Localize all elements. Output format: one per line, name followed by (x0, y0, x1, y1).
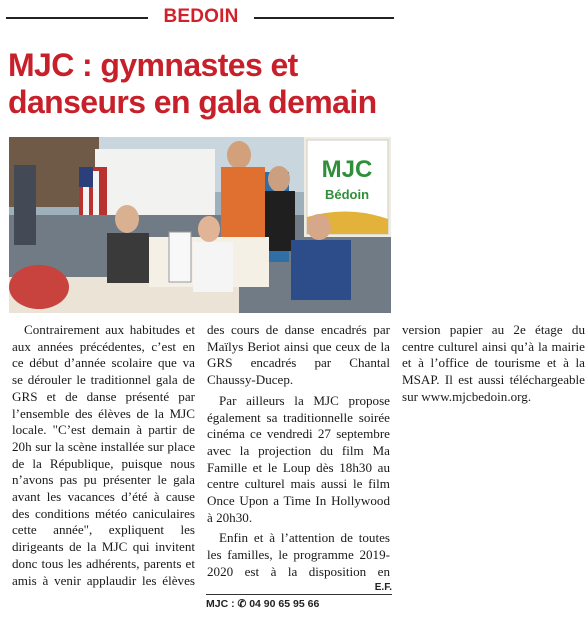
paragraph-3: Enfin et à l’attention de toutes les familles, le programme 2019-2020 est à la disposition en version papier au 2e étage du centre culturel ainsi qu’à la mairie et à l’office de tourisme et à la MSAP. Il est aussi téléchargeable sur www.mjcbedoin.org. (207, 322, 585, 579)
rubric-rule-right (254, 17, 394, 19)
headline: MJC : gymnastes et danseurs en gala demain (8, 47, 377, 120)
section-rubric (6, 6, 394, 28)
article-body (12, 322, 585, 594)
photo-sign-bedoin: Bédoin (324, 187, 370, 202)
photo-scene (9, 137, 391, 313)
section-label: BEDOIN (163, 6, 239, 27)
photo-sign-mjc: MJC (321, 156, 373, 183)
contact-box: MJC : ✆ 04 90 65 95 66 (206, 594, 392, 617)
article-photo (9, 137, 391, 313)
paragraph-2: Par ailleurs la MJC propose également sa traditionnelle soirée cinéma ce vendredi 27 septembre avec la projection du film Ma Famille et le Loup dès 18h30 au centre culturel mais aussi le film Once Upon a Time In Hollywood à 20h30. (207, 392, 390, 525)
paragraph-1: Contrairement aux habitudes et aux années précédentes, c’est en ce début d’année scolaire que va se dérouler le traditionnel gala de GRS et de danse présenté par l’ensemble des élèves de la MJC locale. "C’est demain à partir de 20h sur la scène installée sur place de la République, puisque nous n’avons pas pu présenter le gala avant les vacances d’été à cause des conditions météo caniculaires cette année", expliquent les dirigeants de la MJC qui invitent donc tous les adhérents, parents et amis à venir applaudir les élèves des cours de danse encadrés par Maïlys Beriot ainsi que ceux de la GRS encadrés par Chantal Chaussy-Ducep. (12, 322, 390, 588)
rubric-rule-left (6, 17, 148, 19)
author-signature: E.F. (374, 582, 392, 593)
